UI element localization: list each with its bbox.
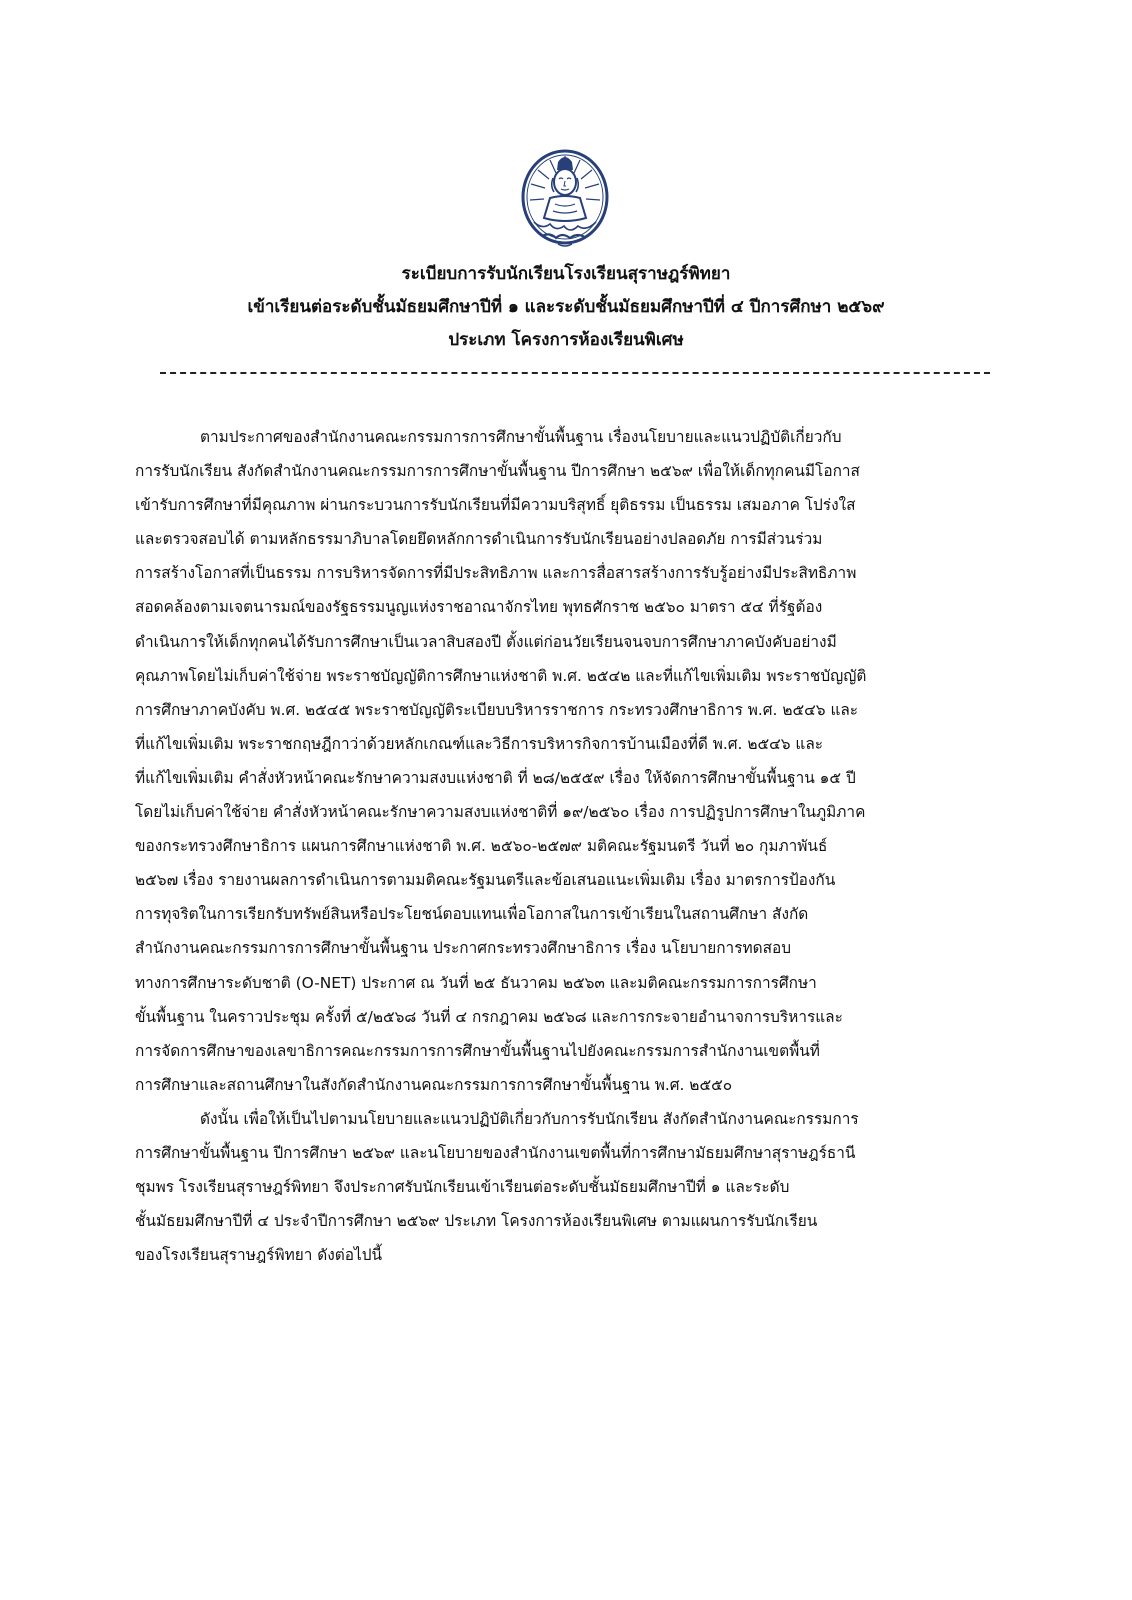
paragraph-line: เข้ารับการศึกษาที่มีคุณภาพ ผ่านกระบวนการรับนักเรียนที่มีความบริสุทธิ์ ยุติธรรม เป็นธรรม เสมอภาค โปร่งใส xyxy=(135,496,856,515)
paragraph-line: และตรวจสอบได้ ตามหลักธรรมาภิบาลโดยยึดหลักการดำเนินการรับนักเรียนอย่างปลอดภัย การมีส่วนร่วม xyxy=(135,530,823,549)
paragraph-2 xyxy=(135,1102,1015,1272)
header-title-line-3: ประเภท โครงการห้องเรียนพิเศษ xyxy=(448,330,684,350)
document-header xyxy=(120,258,1012,357)
paragraph-line: ขั้นพื้นฐาน ในคราวประชุม ครั้งที่ ๕/๒๕๖๘ วันที่ ๔ กรกฎาคม ๒๕๖๘ และการกระจายอำนาจการบริหารและ xyxy=(135,1007,843,1026)
emblem-icon xyxy=(520,148,610,254)
paragraph-line: ดังนั้น เพื่อให้เป็นไปตามนโยบายและแนวปฏิบัติเกี่ยวกับการรับนักเรียน สังกัดสำนักงานคณะกรรมการ xyxy=(200,1109,859,1128)
paragraph-line: ตามประกาศของสำนักงานคณะกรรมการการศึกษาขั้นพื้นฐาน เรื่องนโยบายและแนวปฏิบัติเกี่ยวกับ xyxy=(200,428,842,446)
paragraph-line: สำนักงานคณะกรรมการการศึกษาขั้นพื้นฐาน ประกาศกระทรวงศึกษาธิการ เรื่อง นโยบายการทดสอบ xyxy=(135,939,792,958)
header-title-line-1: ระเบียบการรับนักเรียนโรงเรียนสุราษฎร์พิทยา xyxy=(401,264,731,284)
paragraph-1 xyxy=(135,420,1015,1102)
document-body xyxy=(135,420,1015,1272)
paragraph-line: โดยไม่เก็บค่าใช้จ่าย คำสั่งหัวหน้าคณะรักษาความสงบแห่งชาติที่ ๑๙/๒๕๖๐ เรื่อง การปฏิรูปการศึกษาในภูมิภาค xyxy=(135,803,866,822)
paragraph-line: การศึกษาภาคบังคับ พ.ศ. ๒๕๔๕ พระราชบัญญัติระเบียบบริหารราชการ กระทรวงศึกษาธิการ พ.ศ. ๒๕๔๖ และ xyxy=(135,700,859,719)
paragraph-line: การจัดการศึกษาของเลขาธิการคณะกรรมการการศึกษาขั้นพื้นฐานไปยังคณะกรรมการสำนักงานเขตพื้นที่ xyxy=(135,1041,820,1060)
paragraph-line: การรับนักเรียน สังกัดสำนักงานคณะกรรมการการศึกษาขั้นพื้นฐาน ปีการศึกษา ๒๕๖๙ เพื่อให้เด็กทุกคนมีโอกาส xyxy=(135,462,860,481)
paragraph-line: ที่แก้ไขเพิ่มเติม คำสั่งหัวหน้าคณะรักษาความสงบแห่งชาติ ที่ ๒๘/๒๕๕๙ เรื่อง ให้จัดการศึกษาขั้นพื้นฐาน ๑๕ ปี xyxy=(135,768,856,787)
paragraph-line: ดำเนินการให้เด็กทุกคนได้รับการศึกษาเป็นเวลาสิบสองปี ตั้งแต่ก่อนวัยเรียนจนจบการศึกษาภาคบังคับอย่างมี xyxy=(135,632,837,651)
paragraph-line: ที่แก้ไขเพิ่มเติม พระราชกฤษฎีกาว่าด้วยหลักเกณฑ์และวิธีการบริหารกิจการบ้านเมืองที่ดี พ.ศ. ๒๕๔๖ และ xyxy=(135,734,824,753)
paragraph-line: คุณภาพโดยไม่เก็บค่าใช้จ่าย พระราชบัญญัติการศึกษาแห่งชาติ พ.ศ. ๒๕๔๒ และที่แก้ไขเพิ่มเติม พระราชบัญญัติ xyxy=(135,666,867,685)
paragraph-line: ของโรงเรียนสุราษฎร์พิทยา ดังต่อไปนี้ xyxy=(135,1246,383,1265)
header-title-line-2: เข้าเรียนต่อระดับชั้นมัธยมศึกษาปีที่ ๑ และระดับชั้นมัธยมศึกษาปีที่ ๔ ปีการศึกษา ๒๕๖๙ xyxy=(247,297,885,317)
paragraph-line: ชุมพร โรงเรียนสุราษฎร์พิทยา จึงประกาศรับนักเรียนเข้าเรียนต่อระดับชั้นมัธยมศึกษาปีที่ ๑ และระดับ xyxy=(135,1178,790,1197)
paragraph-line: สอดคล้องตามเจตนารมณ์ของรัฐธรรมนูญแห่งราชอาณาจักรไทย พุทธศักราช ๒๕๖๐ มาตรา ๕๔ ที่รัฐต้อง xyxy=(135,598,823,617)
paragraph-line: การสร้างโอกาสที่เป็นธรรม การบริหารจัดการที่มีประสิทธิภาพ และการสื่อสารสร้างการรับรู้อย่างมีประสิทธิภาพ xyxy=(135,564,857,583)
paragraph-line: ของกระทรวงศึกษาธิการ แผนการศึกษาแห่งชาติ พ.ศ. ๒๕๖๐-๒๕๗๙ มติคณะรัฐมนตรี วันที่ ๒๐ กุมภาพันธ์ xyxy=(135,837,828,856)
paragraph-line: การศึกษาขั้นพื้นฐาน ปีการศึกษา ๒๕๖๙ และนโยบายของสำนักงานเขตพื้นที่การศึกษามัธยมศึกษาสุราษฎร์ธานี xyxy=(135,1143,856,1162)
paragraph-line: ๒๕๖๗ เรื่อง รายงานผลการดำเนินการตามมติคณะรัฐมนตรีและข้อเสนอแนะเพิ่มเติม เรื่อง มาตรการป้องกัน xyxy=(135,871,836,890)
paragraph-line: การศึกษาและสถานศึกษาในสังกัดสำนักงานคณะกรรมการการศึกษาขั้นพื้นฐาน พ.ศ. ๒๕๕๐ xyxy=(135,1075,733,1094)
dashed-divider xyxy=(160,372,990,374)
paragraph-line: ชั้นมัธยมศึกษาปีที่ ๔ ประจำปีการศึกษา ๒๕๖๙ ประเภท โครงการห้องเรียนพิเศษ ตามแผนการรับนักเรียน xyxy=(135,1212,818,1231)
paragraph-line: การทุจริตในการเรียกรับทรัพย์สินหรือประโยชน์ตอบแทนเพื่อโอกาสในการเข้าเรียนในสถานศึกษา สังกัด xyxy=(135,905,809,924)
school-emblem-logo xyxy=(520,148,610,254)
paragraph-line: ทางการศึกษาระดับชาติ (O-NET) ประกาศ ณ วันที่ ๒๕ ธันวาคม ๒๕๖๓ และมติคณะกรรมการการศึกษา xyxy=(135,973,817,992)
